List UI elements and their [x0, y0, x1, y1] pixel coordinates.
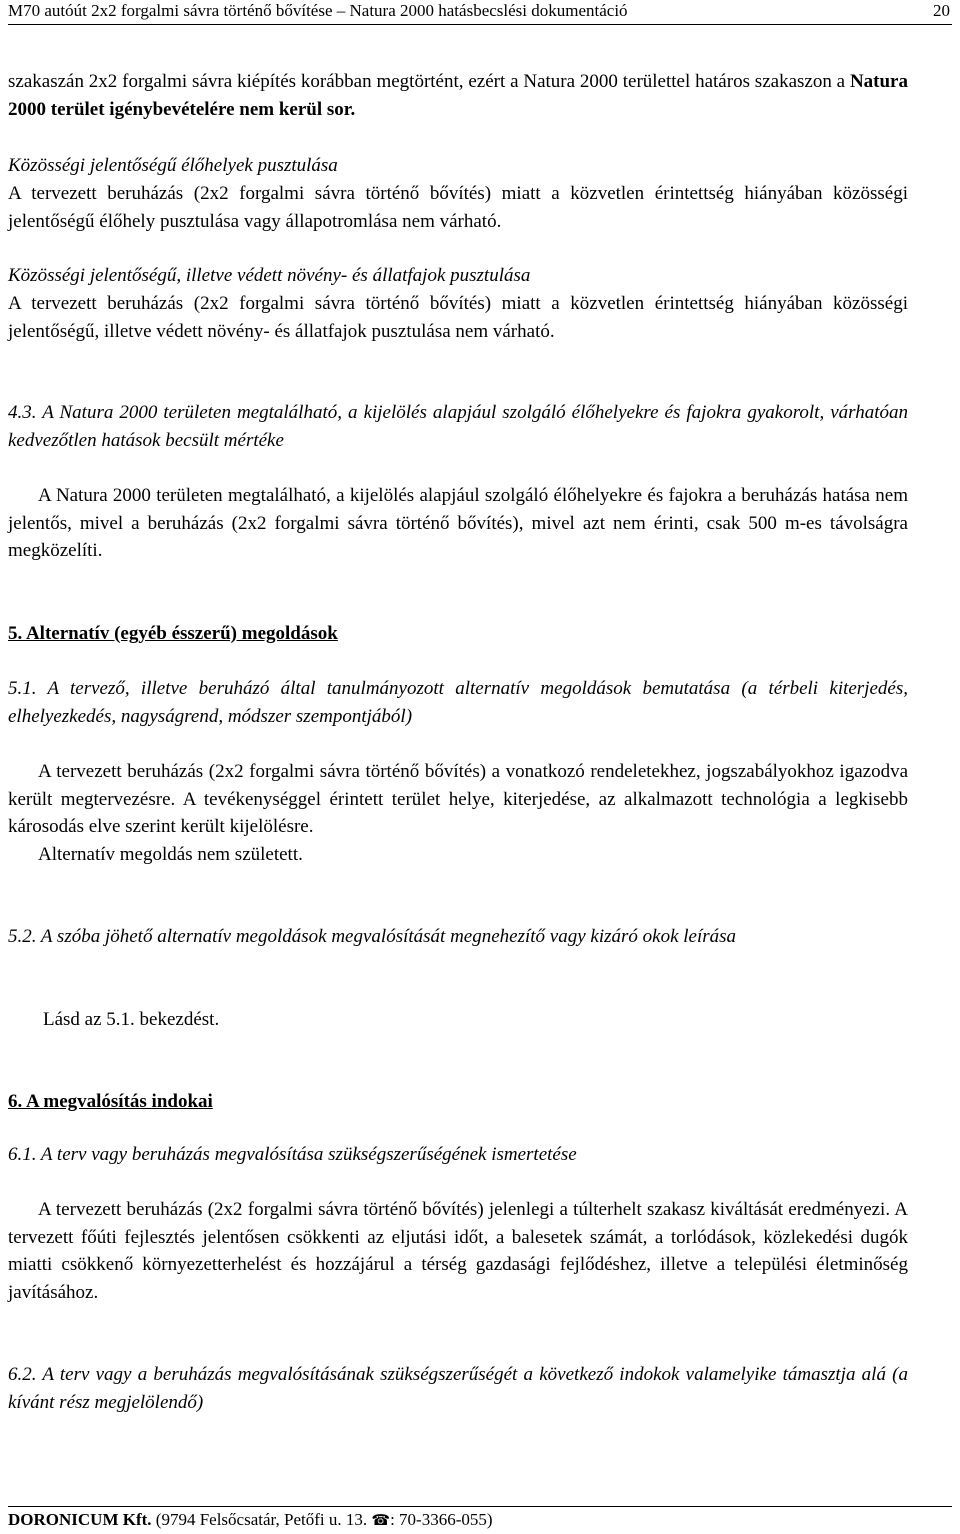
- footer-address: (9794 Felsőcsatár, Petőfi u. 13.: [151, 1510, 372, 1529]
- section-4-3-heading: 4.3. A Natura 2000 területen megtalálható, a kijelölés alapjául szolgáló élőhelyekre és fajokra gyakorolt, várhatóan kedvezőtlen hatások becsült mértéke: [8, 402, 908, 451]
- section-5-2-heading: 5.2. A szóba jöhető alternatív megoldások megvalósítását megnehezítő vagy kizáró okok leírása: [8, 926, 737, 947]
- section-4-3-text: A Natura 2000 területen megtalálható, a kijelölés alapjául szolgáló élőhelyekre és fajokra a beruházás hatása nem jelentős, mivel a beruházás (2x2 forgalmi sávra történő bővítés), mivel azt nem érinti, csak 500 m-es távolságra megközelíti.: [8, 485, 908, 561]
- footer-phone: : 70-3366-055): [390, 1510, 493, 1529]
- section-6-heading: 6. A megvalósítás indokai: [8, 1091, 213, 1112]
- section-5-1-conclusion: Alternatív megoldás nem született.: [38, 844, 303, 865]
- habitat-loss-heading: Közösségi jelentőségű élőhelyek pusztulása: [8, 155, 338, 176]
- section-5-heading: 5. Alternatív (egyéb ésszerű) megoldások: [8, 623, 338, 644]
- page-footer: [8, 1506, 952, 1534]
- habitat-loss-text: A tervezett beruházás (2x2 forgalmi sávra történő bővítés) miatt a közvetlen érintettség hiányában közösségi jelentőségű élőhely pusztulása vagy állapotromlása nem várható.: [8, 183, 908, 232]
- section-6-2-heading: 6.2. A terv vagy a beruházás megvalósításának szükségszerűségét a következő indokok valamelyike támasztja alá (a kívánt rész megjelölendő): [8, 1364, 908, 1413]
- section-5-1-text: A tervezett beruházás (2x2 forgalmi sávra történő bővítés) a vonatkozó rendeletekhez, jogszabályokhoz igazodva került megtervezésre. A tevékenységgel érintett terület helye, kiterjedése, az alkalmazott technológia a legkisebb károsodás elve szerint került kijelölésre.: [8, 761, 908, 837]
- page-header: [8, 0, 952, 25]
- species-loss-heading: Közösségi jelentőségű, illetve védett növény- és állatfajok pusztulása: [8, 265, 531, 286]
- section-6-1-text: A tervezett beruházás (2x2 forgalmi sávra történő bővítés) jelenlegi a túlterhelt szakasz kiváltását eredményezi. A tervezett főúti fejlesztés jelentősen csökkenti az eljutási időt, a balesetek számát, a torlódások, közlekedési dugók miatti csökkenő környezetterhelést és hozzájárul a térség gazdasági fejlődéshez, illetve a települési életminőség javításához.: [8, 1199, 908, 1303]
- species-loss-text: A tervezett beruházás (2x2 forgalmi sávra történő bővítés) miatt a közvetlen érintettség hiányában közösségi jelentőségű, illetve védett növény- és állatfajok pusztulása nem várható.: [8, 293, 908, 342]
- page-number: 20: [933, 1, 950, 20]
- intro-text: szakaszán 2x2 forgalmi sávra kiépítés korábban megtörtént, ezért a Natura 2000 területtel határos szakaszon a: [8, 71, 850, 92]
- telephone-icon: ☎: [371, 1513, 391, 1529]
- section-6-1-heading: 6.1. A terv vagy beruházás megvalósítása szükségszerűségének ismertetése: [8, 1144, 577, 1165]
- paragraph-intro: [8, 68, 908, 123]
- section-5-2-text: Lásd az 5.1. bekezdést.: [43, 1009, 220, 1030]
- header-title: M70 autóút 2x2 forgalmi sávra történő bővítése – Natura 2000 hatásbecslési dokumentáció: [8, 1, 628, 20]
- footer-company: DORONICUM Kft.: [8, 1510, 152, 1529]
- section-5-1-heading: 5.1. A tervező, illetve beruházó által tanulmányozott alternatív megoldások bemutatása (a térbeli kiterjedés, elhelyezkedés, nagyságrend, módszer szempontjából): [8, 678, 908, 727]
- intro-bold-text: Natura 2000 terület igénybevételére nem kerül sor.: [8, 71, 908, 120]
